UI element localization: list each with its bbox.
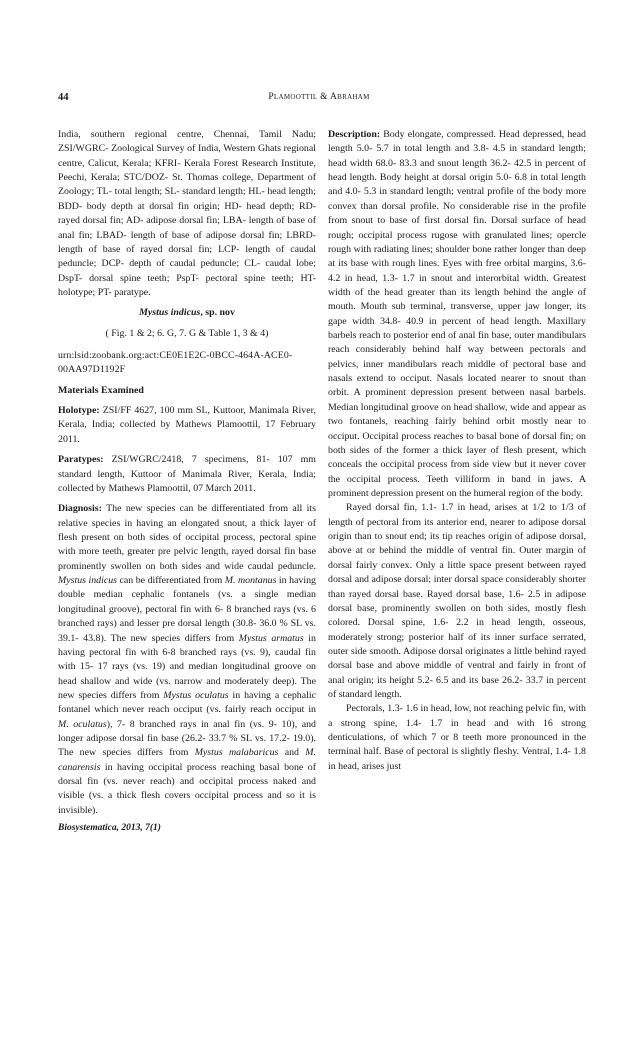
materials-heading: Materials Examined bbox=[58, 384, 144, 396]
diagnosis-label: Diagnosis: bbox=[58, 503, 102, 515]
page-number: 44 bbox=[58, 92, 69, 103]
species-ref-armatus: Mystus armatus bbox=[238, 632, 304, 644]
species-ref-oculatus-2: M. oculatus bbox=[58, 718, 107, 730]
diagnosis-text-7: and bbox=[278, 747, 306, 759]
diagnosis-text-6: ), 7- 8 branched rays in anal fin (vs. 9- 10), and longer adipose dorsal fin base (26.2- 33.7 % SL vs. 17.2- 19.0). The new species differs from bbox=[58, 718, 316, 759]
diagnosis-text-3: in having double median cephalic fontanels (vs. a single median longitudinal groove), pectoral fin with 6- 8 branched rays (vs. 6 branched rays) and lesser pre dorsal length (30.8- 36.0 % SL vs. 39.1- 43.8). The new species differs from bbox=[58, 575, 316, 644]
species-ref-canarensis: M. canarensis bbox=[58, 747, 316, 773]
page-header bbox=[58, 92, 580, 108]
species-ref-indicus: Mystus indicus bbox=[58, 575, 118, 587]
journal-footer: Biosystematica, 2013, 7(1) bbox=[58, 823, 161, 833]
paratypes-paragraph bbox=[58, 453, 316, 496]
description-label: Description: bbox=[328, 129, 381, 140]
zoobank-lsid: urn:lsid:zoobank.org:act:CE0E1E2C-0BCC-464A-ACE0-00AA97D1192F bbox=[58, 350, 293, 376]
species-ref-malabaricus: Mystus malabaricus bbox=[194, 747, 279, 759]
paratypes-label: Paratypes: bbox=[58, 454, 104, 466]
abbreviations-paragraph: India, southern regional centre, Chennai, Tamil Nadu; ZSI/WGRC- Zoological Survey of India, Western Ghats regional centre, Calicut, Kerala; KFRI- Kerala Forest Research Institute, Peechi, Kerala; STC/DOZ- St. Thomas college, Department of Zoology; TL- total length; SL- standard length; HL- head length; BDD- body depth at dorsal fin origin; HD- head depth; RD- rayed dorsal fin; AD- adipose dorsal fin; LBA- length of base of anal fin; LBAD- length of base of adipose dorsal fin; LBRD- length of base of rayed dorsal fin; LCP- length of caudal peduncle; DCP- depth of caudal peduncle; CL- caudal lobe; DspT- dorsal spine teeth; PspT- pectoral spine teeth; HT- holotype; PT- paratype. bbox=[58, 129, 316, 298]
right-column bbox=[328, 128, 586, 774]
species-caption: ( Fig. 1 & 2; 6. G, 7. G & Table 1, 3 & 4) bbox=[105, 327, 269, 339]
holotype-paragraph bbox=[58, 404, 316, 447]
diagnosis-text-4: in having pectoral fin with 6-8 branched rays (vs. 9), caudal fin with 15- 17 rays (vs. 19) and median longitudinal groove on head shallow and wide (vs. narrow and moderately deep). The new species differs from bbox=[58, 632, 316, 701]
description-paragraph bbox=[328, 128, 586, 501]
diagnosis-text-5: in having a cephalic fontanel which never reach occiput (vs. fairly reach occiput in bbox=[58, 689, 316, 716]
description-text: Body elongate, compressed. Head depressed, head length 5.0- 5.7 in total length and 3.8- 4.5 in standard length; head width 68.0- 83.3 and snout length 36.2- 42.5 in percent of head length. Body height at dorsal origin 5.0- 6.8 in total length and 4.0- 5.3 in standard length; ventral profile of the body more convex than dorsal profile. No considerable rise in the profile from snout to base of first dorsal fin. Dorsal surface of head rough; occipital process rugose with granulated lines; opercle rough with radiating lines; shoulder bone rather longer than deep at its base with rough lines. Eyes with free orbital margins, 3.6- 4.2 in head, 1.3- 1.7 in snout and interorbital width. Greatest width of the head greater than its length behind the angle of mouth. Mouth sub terminal, transverse, upper jaw longer, its gape width 34.8- 40.9 in percent of head length. Maxillary barbels reach to posterior end of anal fin base, outer mandibulars reach considerably behind half way between pectorals and pelvics, inner mandibulars reach middle of pectoral base and nasals extend to occiput. Nasals located nearer to snout than orbit. A prominent depression present between nasal barbels. Median longitudinal groove on head shallow, wide and appear as two fontanels, reaching fairly behind orbit mostly near to occiput. Occipital process reaches to basal bone of dorsal fin; on both sides of the former a thick layer of flesh present, which conceals the occipital process from side view but it never cover the occipital process. Teeth villiform in band in jaws. A prominent depression present on the humeral region of the body. bbox=[328, 129, 586, 499]
diagnosis-text-1: The new species can be differentiated from all its relative species in having an elongated snout, a thick layer of flesh present on both sides of occipital process, pectoral spine with more teeth, greater pre pelvic length, rayed dorsal fin base prominently swollen on both sides and wide caudal peduncle. bbox=[58, 503, 316, 572]
diagnosis-text-8: in having occipital process reaching basal bone of dorsal fin (vs. never reach) and occipital process naked and visible (vs. a thick flesh covers occipital process and so it is invisible). bbox=[58, 761, 316, 816]
species-status: , sp. nov bbox=[200, 307, 235, 319]
running-title: Plamoottil & Abraham bbox=[268, 92, 370, 102]
paratypes-text: ZSI/WGRC/2418, 7 specimens, 81- 107 mm standard length, Kuttoor of Manimala River, Kerala, India; collected by Mathews Plamoottil, 07 March 2011. bbox=[58, 454, 316, 494]
species-name: Mystus indicus bbox=[139, 307, 201, 319]
species-ref-oculatus: Mystus oculatus bbox=[163, 689, 229, 701]
holotype-text: ZSI/FF 4627, 100 mm SL, Kuttoor, Manimala River, Kerala, India; collected by Mathews Plamoottil, 17 February 2011. bbox=[58, 405, 316, 445]
pectorals-paragraph: Pectorals, 1.3- 1.6 in head, low, not reaching pelvic fin, with a strong spine, 1.4- 1.7 in head and with 16 strong denticulations, of which 7 or 8 teeth more pronounced in the terminal half. Base of pectoral is slightly fleshy. Ventral, 1.4- 1.8 in head, arises just bbox=[328, 703, 586, 772]
species-title bbox=[58, 306, 316, 320]
diagnosis-paragraph bbox=[58, 502, 316, 818]
left-column bbox=[58, 128, 316, 824]
diagnosis-text-2: can be differentiated from bbox=[117, 575, 225, 587]
rayed-dorsal-paragraph: Rayed dorsal fin, 1.1- 1.7 in head, arises at 1/2 to 1/3 of length of pectoral from its anterior end, nearer to adipose dorsal origin than to snout end; its tip reaches origin of adipose dorsal, above at or behind the middle of ventral fin. Outer margin of dorsal fairly convex. Only a little space present between rayed dorsal and adipose dorsal; inter dorsal space considerably shorter than rayed dorsal base. Rayed dorsal base, 1.6- 2.5 in adipose dorsal base, prominently swollen on both sides, mostly flesh colored. Dorsal spine, 1.6- 2.2 in head length, osseous, moderately strong; posterior half of its inner surface serrated, outer side smooth. Adipose dorsal originates a little behind rayed dorsal base and above middle of ventral and fairly in front of anal origin; its height 5.2- 6.5 and its base 26.2- 33.7 in percent of standard length. bbox=[328, 502, 586, 701]
holotype-label: Holotype: bbox=[58, 405, 100, 417]
species-ref-montanus: M. montanus bbox=[224, 575, 277, 587]
